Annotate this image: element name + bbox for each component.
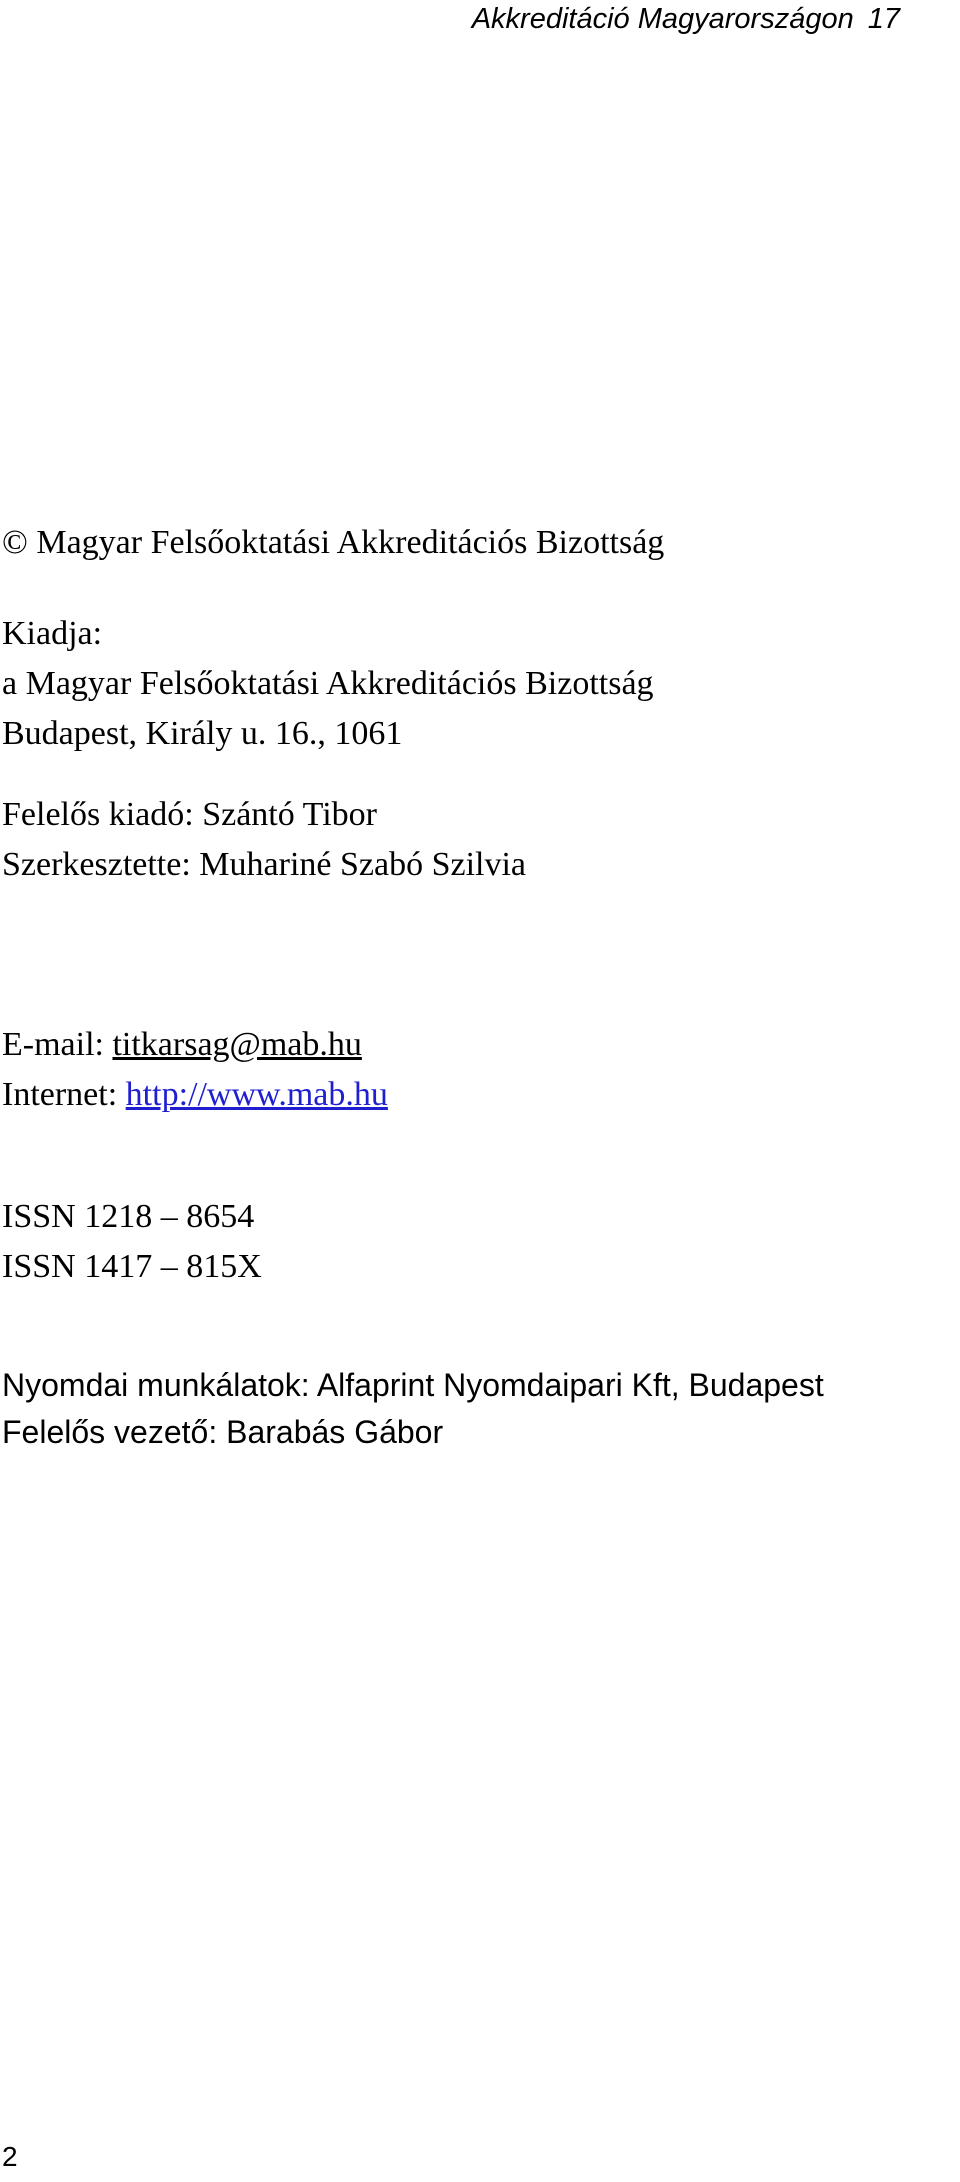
issn-line-2: ISSN 1417 – 815X [2, 1248, 262, 1285]
printer-line: Nyomdai munkálatok: Alfaprint Nyomdaipari Kft, Budapest [2, 1367, 824, 1403]
email-line [2, 1020, 388, 1070]
publisher-label: Kiadja: [2, 615, 103, 652]
running-header [472, 2, 900, 36]
footer-page-number: 2 [2, 2141, 18, 2172]
print-manager-line: Felelős vezető: Barabás Gábor [2, 1414, 444, 1450]
publisher-address: Budapest, Király u. 16., 1061 [2, 715, 403, 752]
header-title: Akkreditáció Magyarországon [471, 3, 854, 35]
copyright-symbol: © [2, 524, 28, 561]
publisher-name: a Magyar Felsőoktatási Akkreditációs Bizottság [2, 665, 654, 702]
contact-block [2, 1020, 388, 1120]
responsible-publisher: Felelős kiadó: Szántó Tibor [2, 796, 377, 833]
email-label: E-mail: [2, 1026, 104, 1063]
issn-line-1: ISSN 1218 – 8654 [2, 1198, 255, 1235]
header-page-number: 17 [867, 3, 900, 35]
editor-line: Szerkesztette: Muhariné Szabó Szilvia [2, 846, 526, 883]
website-link[interactable]: http://www.mab.hu [125, 1076, 388, 1113]
internet-label: Internet: [2, 1076, 118, 1113]
internet-line [2, 1070, 388, 1120]
email-link[interactable]: titkarsag@mab.hu [112, 1026, 362, 1063]
responsibility-block [2, 790, 526, 890]
printing-block [2, 1362, 824, 1456]
publisher-block [2, 609, 654, 759]
issn-block [2, 1192, 262, 1292]
copyright-block [2, 518, 664, 568]
copyright-holder: Magyar Felsőoktatási Akkreditációs Bizottság [36, 524, 665, 561]
